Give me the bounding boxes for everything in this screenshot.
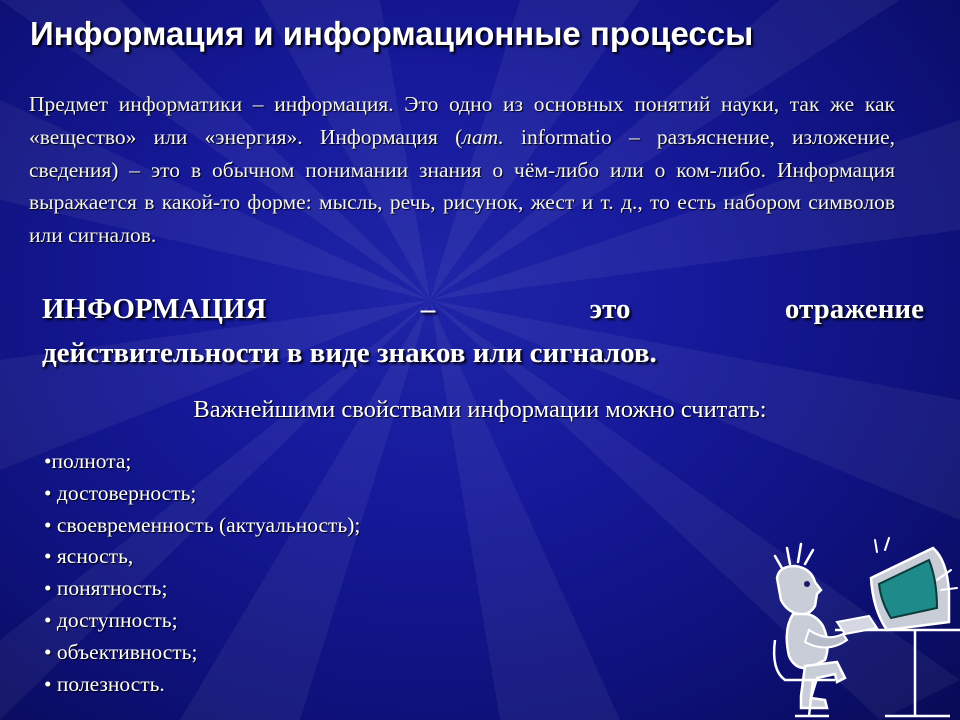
intro-latin-label: лат. (462, 124, 504, 149)
list-item: • полезность. (44, 671, 165, 696)
list-item: • своевременность (актуальность); (44, 512, 361, 537)
list-item: • объективность; (44, 639, 198, 664)
properties-list (44, 446, 360, 700)
page-title: Информация и информационные процессы (30, 15, 754, 52)
keyboard (837, 616, 877, 634)
person-head (777, 566, 821, 614)
list-item: • ясность, (44, 544, 134, 569)
definition-line-2: действительности в виде знаков или сигналов. (42, 337, 657, 369)
person-at-computer-illustration (765, 530, 960, 720)
list-item: •полнота; (44, 449, 132, 473)
list-item: • понятность; (44, 576, 168, 601)
definition-line-1: ИНФОРМАЦИЯ – это отражение (42, 293, 924, 325)
properties-heading: Важнейшими свойствами информации можно считать: (193, 396, 767, 423)
list-item: • достоверность; (44, 480, 197, 505)
person-eye (804, 581, 810, 587)
intro-paragraph (29, 88, 895, 252)
person-legs (801, 662, 845, 708)
list-item: • доступность; (44, 607, 178, 632)
intro-text-part2: informatio – разъяснение, изложение, сведения) – это в обычном понимании знания о чём-либо или о ком-либо. Информация выражается в какой-то форме: мысль, речь, рисунок, жест и т. д., то есть набором символов или сигналов. (29, 124, 896, 248)
desk (835, 630, 960, 716)
intro-text-part1: Предмет информатики – информация. Это одно из основных понятий науки, так же как «вещество» или «энергия». Информация ( (29, 92, 895, 149)
definition-statement (42, 287, 924, 375)
